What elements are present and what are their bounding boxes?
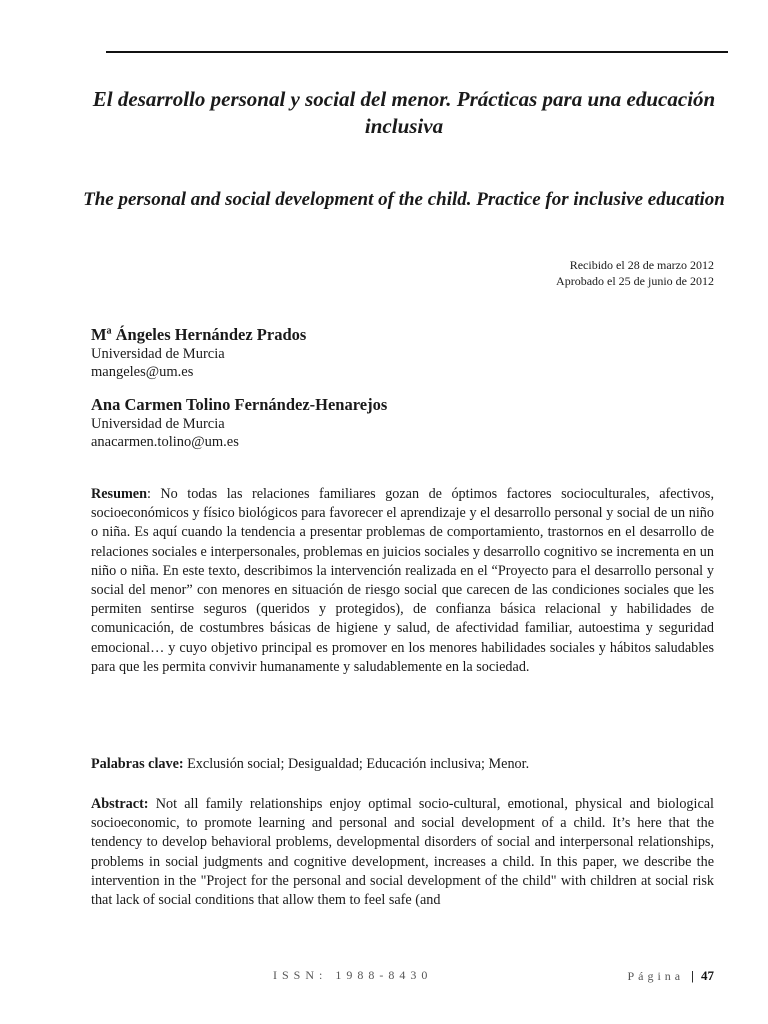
author-block xyxy=(91,394,721,451)
title-english: The personal and social development of the child. Practice for inclusive education xyxy=(83,189,725,210)
author-block xyxy=(91,324,721,381)
abstract-paragraph xyxy=(91,795,714,910)
abstract-text: Not all family relationships enjoy optimal socio-cultural, emotional, physical and biological socioeconomic, to promote learning and personal and social development of a child. It’s here that the tendency to develop behavioral problems, developmental disorders of social and interpersonal relationships, problems in social judgments and cognitive development, increases a child. In this paper, we describe the intervention in the "Project for the personal and social development of the child" with children at social risk that lack of social conditions that allow them to feel safe (and xyxy=(91,796,714,909)
title-spanish: El desarrollo personal y social del menor. Prácticas para una educación inclusiva xyxy=(92,87,716,138)
author-affiliation: Universidad de Murcia xyxy=(91,346,225,362)
page-label: Página xyxy=(627,969,685,983)
keywords-label: Palabras clave: xyxy=(91,756,184,772)
submission-dates xyxy=(556,257,714,289)
received-date: Recibido el 28 de marzo 2012 xyxy=(569,258,714,272)
resumen-paragraph xyxy=(91,485,714,677)
page-indicator xyxy=(627,968,714,984)
issn: ISSN: 1988-8430 xyxy=(273,968,433,982)
resumen-label: Resumen xyxy=(91,486,147,502)
author-affiliation: Universidad de Murcia xyxy=(91,416,225,432)
keywords-text: Exclusión social; Desigualdad; Educación inclusiva; Menor. xyxy=(183,756,530,772)
author-name: Ana Carmen Tolino Fernández-Henarejos xyxy=(91,395,388,414)
resumen-text: : No todas las relaciones familiares gozan de óptimos factores socioculturales, afectivos, socioeconómicos y físico biológicos para favorecer el aprendizaje y el desarrollo personal y social de un niño o niña. Es aquí cuando la tendencia a presentar problemas de comportamiento, trastornos en el desarrollo de relaciones sociales e interpersonales, problemas en juicios sociales y desarrollo cognitivo se incrementa en un niño o niña. En este texto, describimos la intervención realizada en el “Proyecto para el desarrollo personal y social del menor” con menores en situación de riesgo social que carecen de las condiciones sociales que les permiten sentirse seguros (queridos y protegidos), de confianza básica relacional y habilidades de comunicación, de costumbres básicas de higiene y salud, de afectividad familiar, autoestima y seguridad emocional… y cuyo objetivo principal es promover en los menores habilidades sociales y hábitos saludables para que les permita convivir humanamente y saludablemente en la sociedad. xyxy=(91,486,714,675)
abstract-label: Abstract: xyxy=(91,796,149,812)
approved-date: Aprobado el 25 de junio de 2012 xyxy=(556,274,714,288)
page-footer xyxy=(0,968,768,988)
page-separator: | xyxy=(691,968,694,983)
keywords-paragraph xyxy=(91,755,714,774)
top-rule xyxy=(106,51,728,53)
author-name: Mª Ángeles Hernández Prados xyxy=(91,325,307,344)
author-email: anacarmen.tolino@um.es xyxy=(91,434,239,450)
page-number: 47 xyxy=(701,968,714,983)
author-email: mangeles@um.es xyxy=(91,364,194,380)
